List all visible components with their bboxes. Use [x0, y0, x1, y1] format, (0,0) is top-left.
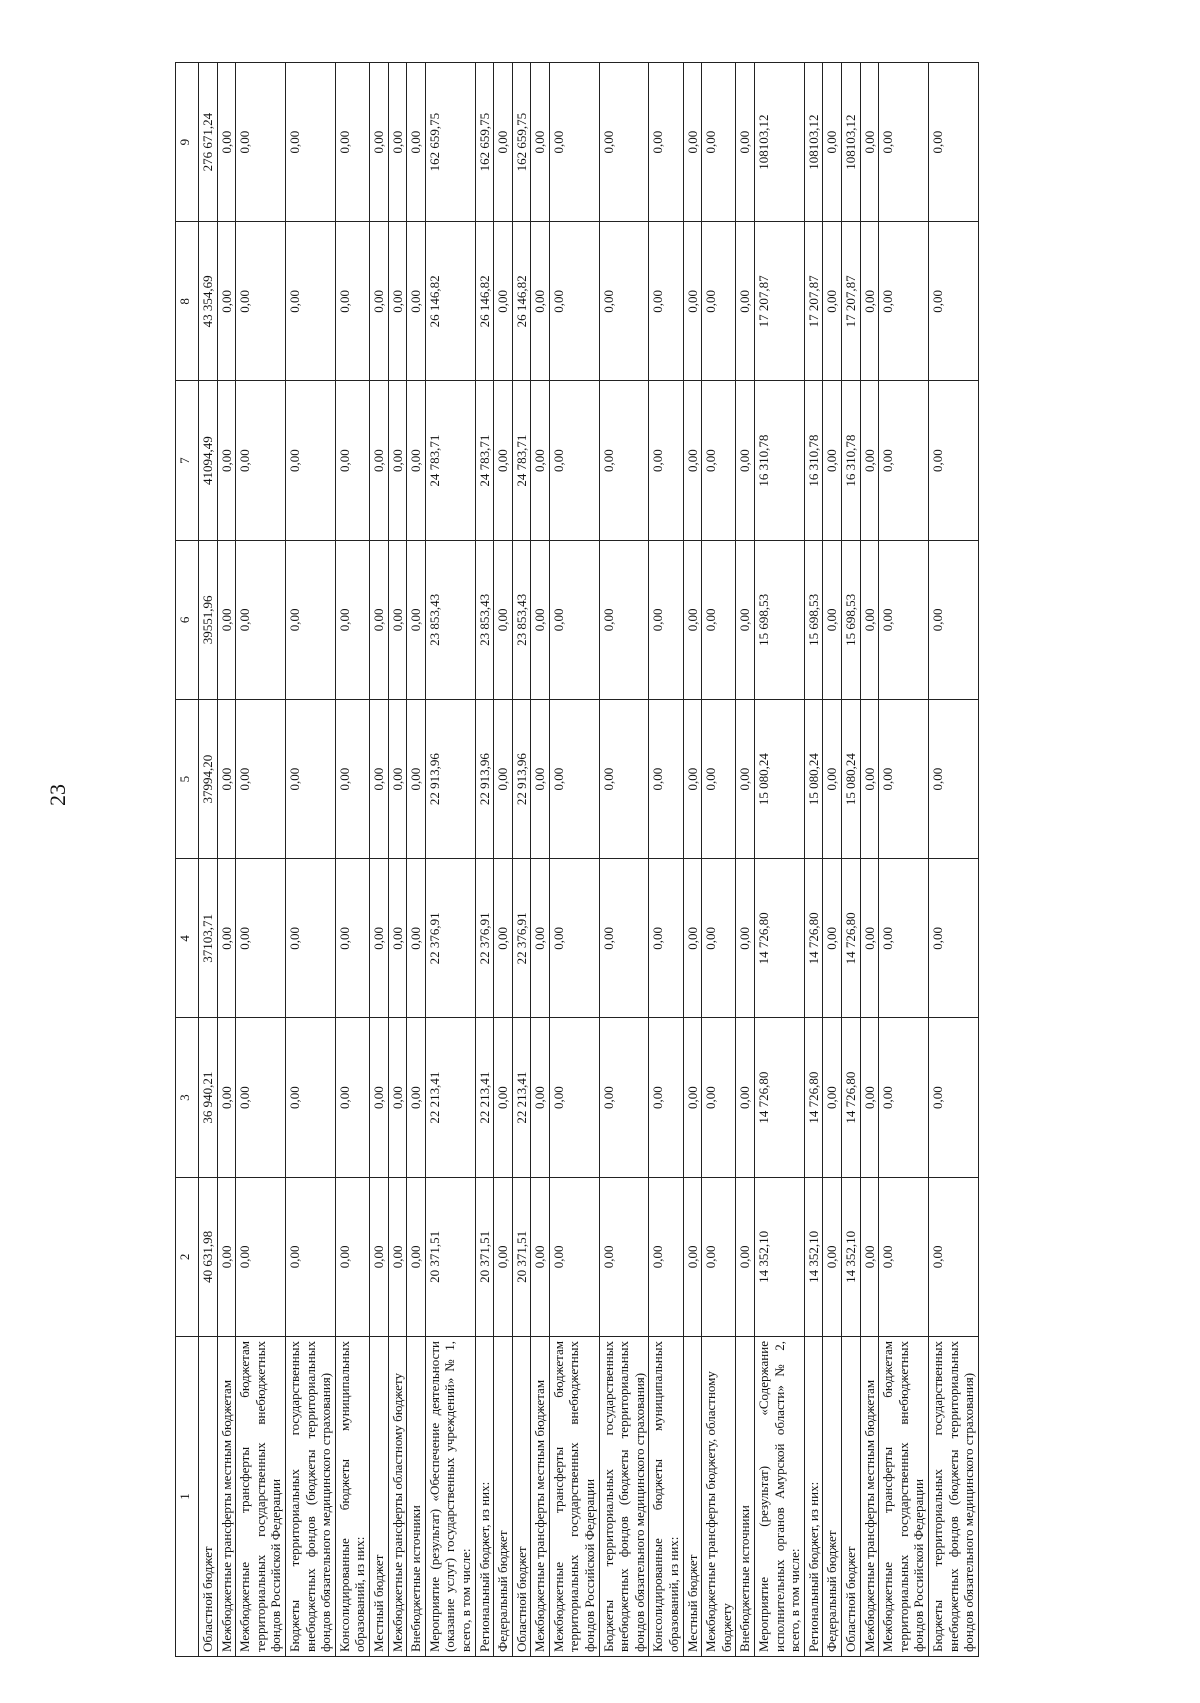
- value-cell: 0,00: [494, 540, 513, 699]
- table-row: [236, 63, 286, 1657]
- value-cell: 22 376,91: [425, 859, 475, 1018]
- value-cell: 0,00: [860, 540, 879, 699]
- value-cell: 0,00: [683, 381, 702, 540]
- row-label: Консолидированные бюджеты муниципальных образований, из них:: [649, 1337, 683, 1657]
- table-row: [335, 63, 369, 1657]
- value-cell: 0,00: [702, 1018, 736, 1177]
- value-cell: 0,00: [335, 1018, 369, 1177]
- value-cell: 22 213,41: [425, 1018, 475, 1177]
- value-cell: 0,00: [879, 1177, 929, 1336]
- value-cell: 0,00: [494, 1177, 513, 1336]
- value-cell: 0,00: [649, 381, 683, 540]
- value-cell: 0,00: [649, 63, 683, 222]
- value-cell: 0,00: [702, 859, 736, 1018]
- table-row: [512, 63, 531, 1657]
- table-row: [736, 63, 755, 1657]
- value-cell: 0,00: [549, 1177, 599, 1336]
- header-cell-2: 2: [176, 1177, 199, 1336]
- page-number: 23: [45, 784, 70, 806]
- value-cell: 0,00: [649, 859, 683, 1018]
- value-cell: 0,00: [823, 381, 842, 540]
- table-header: [176, 63, 199, 1657]
- value-cell: 0,00: [285, 63, 335, 222]
- value-cell: 0,00: [702, 700, 736, 859]
- value-cell: 0,00: [599, 1018, 649, 1177]
- value-cell: 0,00: [928, 540, 978, 699]
- value-cell: 0,00: [407, 63, 426, 222]
- header-cell-5: 5: [176, 700, 199, 859]
- value-cell: 0,00: [928, 1177, 978, 1336]
- value-cell: 0,00: [599, 540, 649, 699]
- budget-table: [175, 62, 979, 1657]
- value-cell: 0,00: [928, 700, 978, 859]
- value-cell: 36 940,21: [199, 1018, 218, 1177]
- value-cell: 0,00: [388, 540, 407, 699]
- value-cell: 0,00: [388, 859, 407, 1018]
- value-cell: 0,00: [236, 63, 286, 222]
- value-cell: 162 659,75: [425, 63, 475, 222]
- value-cell: 276 671,24: [199, 63, 218, 222]
- value-cell: 0,00: [285, 1177, 335, 1336]
- value-cell: 0,00: [702, 63, 736, 222]
- value-cell: 0,00: [285, 700, 335, 859]
- budget-table-container: [175, 62, 1200, 1657]
- value-cell: 0,00: [388, 1018, 407, 1177]
- value-cell: 0,00: [599, 859, 649, 1018]
- header-cell-1: 1: [176, 1337, 199, 1657]
- row-label: Бюджеты территориальных государственных внебюджетных фондов (бюджеты территориальных фондов обязательного медицинского страхования): [285, 1337, 335, 1657]
- value-cell: 0,00: [335, 700, 369, 859]
- value-cell: 14 726,80: [841, 859, 860, 1018]
- value-cell: 0,00: [531, 540, 550, 699]
- value-cell: 0,00: [823, 540, 842, 699]
- value-cell: 162 659,75: [475, 63, 494, 222]
- table-row: [475, 63, 494, 1657]
- value-cell: 0,00: [217, 540, 236, 699]
- value-cell: 0,00: [494, 700, 513, 859]
- row-label: Бюджеты территориальных государственных внебюджетных фондов (бюджеты территориальных фондов обязательного медицинского страхования): [928, 1337, 978, 1657]
- value-cell: 0,00: [531, 1177, 550, 1336]
- value-cell: 16 310,78: [804, 381, 823, 540]
- value-cell: 0,00: [285, 540, 335, 699]
- value-cell: 0,00: [549, 381, 599, 540]
- value-cell: 22 913,96: [475, 700, 494, 859]
- value-cell: 0,00: [369, 381, 388, 540]
- value-cell: 0,00: [369, 1018, 388, 1177]
- value-cell: 0,00: [879, 700, 929, 859]
- value-cell: 22 376,91: [512, 859, 531, 1018]
- row-label: Мероприятие (результат) «Обеспечение деятельности (оказание услуг) государственных учреждений» № 1, всего, в том числе:: [425, 1337, 475, 1657]
- value-cell: 0,00: [388, 63, 407, 222]
- value-cell: 41094,49: [199, 381, 218, 540]
- value-cell: 22 913,96: [512, 700, 531, 859]
- value-cell: 0,00: [549, 859, 599, 1018]
- value-cell: 0,00: [285, 859, 335, 1018]
- value-cell: 0,00: [285, 222, 335, 381]
- value-cell: 23 853,43: [475, 540, 494, 699]
- value-cell: 0,00: [388, 381, 407, 540]
- value-cell: 0,00: [928, 381, 978, 540]
- value-cell: 0,00: [599, 1177, 649, 1336]
- table-row: [549, 63, 599, 1657]
- value-cell: 0,00: [335, 1177, 369, 1336]
- row-label: Межбюджетные трансферты бюджетам территориальных государственных внебюджетных фондов Российской Федерации: [236, 1337, 286, 1657]
- value-cell: 0,00: [335, 222, 369, 381]
- value-cell: 0,00: [531, 700, 550, 859]
- value-cell: 0,00: [494, 381, 513, 540]
- value-cell: 16 310,78: [841, 381, 860, 540]
- table-row: [407, 63, 426, 1657]
- value-cell: 20 371,51: [512, 1177, 531, 1336]
- value-cell: 0,00: [217, 63, 236, 222]
- value-cell: 0,00: [335, 540, 369, 699]
- row-label: Областной бюджет: [199, 1337, 218, 1657]
- value-cell: 0,00: [683, 859, 702, 1018]
- value-cell: 0,00: [236, 381, 286, 540]
- header-row: [176, 63, 199, 1657]
- value-cell: 0,00: [236, 540, 286, 699]
- value-cell: 14 352,10: [841, 1177, 860, 1336]
- value-cell: 0,00: [236, 1018, 286, 1177]
- row-label: Межбюджетные трансферты местным бюджетам: [860, 1337, 879, 1657]
- value-cell: 0,00: [649, 1018, 683, 1177]
- value-cell: 0,00: [860, 381, 879, 540]
- header-cell-3: 3: [176, 1018, 199, 1177]
- row-label: Региональный бюджет, из них:: [804, 1337, 823, 1657]
- value-cell: 17 207,87: [804, 222, 823, 381]
- value-cell: 0,00: [549, 222, 599, 381]
- header-cell-4: 4: [176, 859, 199, 1018]
- value-cell: 0,00: [369, 63, 388, 222]
- row-label: Бюджеты территориальных государственных внебюджетных фондов (бюджеты территориальных фондов обязательного медицинского страхования): [599, 1337, 649, 1657]
- value-cell: 15 698,53: [804, 540, 823, 699]
- value-cell: 23 853,43: [512, 540, 531, 699]
- value-cell: 15 698,53: [841, 540, 860, 699]
- value-cell: 39551,96: [199, 540, 218, 699]
- header-cell-9: 9: [176, 63, 199, 222]
- value-cell: 0,00: [335, 381, 369, 540]
- value-cell: 40 631,98: [199, 1177, 218, 1336]
- value-cell: 17 207,87: [755, 222, 805, 381]
- value-cell: 16 310,78: [755, 381, 805, 540]
- value-cell: 0,00: [928, 63, 978, 222]
- value-cell: 0,00: [388, 700, 407, 859]
- value-cell: 0,00: [549, 700, 599, 859]
- value-cell: 0,00: [599, 700, 649, 859]
- value-cell: 0,00: [369, 1177, 388, 1336]
- value-cell: 0,00: [702, 540, 736, 699]
- table-row: [928, 63, 978, 1657]
- table-row: [841, 63, 860, 1657]
- value-cell: 0,00: [407, 222, 426, 381]
- value-cell: 0,00: [531, 859, 550, 1018]
- value-cell: 0,00: [599, 222, 649, 381]
- value-cell: 0,00: [335, 63, 369, 222]
- row-label: Межбюджетные трансферты местным бюджетам: [531, 1337, 550, 1657]
- value-cell: 26 146,82: [425, 222, 475, 381]
- value-cell: 108103,12: [804, 63, 823, 222]
- table-row: [285, 63, 335, 1657]
- value-cell: 0,00: [736, 63, 755, 222]
- value-cell: 37994,20: [199, 700, 218, 859]
- row-label: Федеральный бюджет: [823, 1337, 842, 1657]
- value-cell: 0,00: [879, 63, 929, 222]
- value-cell: 0,00: [683, 1177, 702, 1336]
- value-cell: 14 726,80: [755, 1018, 805, 1177]
- value-cell: 108103,12: [841, 63, 860, 222]
- value-cell: 0,00: [407, 1177, 426, 1336]
- table-body: [199, 63, 979, 1657]
- table-row: [531, 63, 550, 1657]
- value-cell: 0,00: [217, 1177, 236, 1336]
- value-cell: 0,00: [335, 859, 369, 1018]
- table-row: [199, 63, 218, 1657]
- row-label: Внебюджетные источники: [736, 1337, 755, 1657]
- value-cell: 0,00: [860, 859, 879, 1018]
- value-cell: 0,00: [407, 859, 426, 1018]
- table-row: [599, 63, 649, 1657]
- value-cell: 0,00: [683, 540, 702, 699]
- value-cell: 15 698,53: [755, 540, 805, 699]
- value-cell: 26 146,82: [475, 222, 494, 381]
- table-row: [860, 63, 879, 1657]
- value-cell: 0,00: [860, 63, 879, 222]
- value-cell: 0,00: [928, 859, 978, 1018]
- table-row: [823, 63, 842, 1657]
- value-cell: 0,00: [388, 1177, 407, 1336]
- value-cell: 0,00: [549, 63, 599, 222]
- value-cell: 0,00: [860, 222, 879, 381]
- value-cell: 0,00: [369, 700, 388, 859]
- value-cell: 0,00: [879, 381, 929, 540]
- header-cell-7: 7: [176, 381, 199, 540]
- value-cell: 0,00: [599, 381, 649, 540]
- value-cell: 0,00: [285, 1018, 335, 1177]
- value-cell: 15 080,24: [755, 700, 805, 859]
- value-cell: 0,00: [879, 1018, 929, 1177]
- row-label: Консолидированные бюджеты муниципальных образований, из них:: [335, 1337, 369, 1657]
- row-label: Областной бюджет: [512, 1337, 531, 1657]
- table-row: [879, 63, 929, 1657]
- value-cell: 0,00: [388, 222, 407, 381]
- table-row: [804, 63, 823, 1657]
- value-cell: 0,00: [217, 1018, 236, 1177]
- value-cell: 0,00: [549, 1018, 599, 1177]
- value-cell: 22 213,41: [475, 1018, 494, 1177]
- value-cell: 0,00: [407, 381, 426, 540]
- value-cell: 0,00: [531, 1018, 550, 1177]
- value-cell: 0,00: [683, 63, 702, 222]
- value-cell: 14 726,80: [841, 1018, 860, 1177]
- value-cell: 0,00: [683, 1018, 702, 1177]
- value-cell: 0,00: [879, 859, 929, 1018]
- value-cell: 0,00: [649, 540, 683, 699]
- table-row: [425, 63, 475, 1657]
- value-cell: 0,00: [407, 1018, 426, 1177]
- value-cell: 26 146,82: [512, 222, 531, 381]
- value-cell: 0,00: [369, 859, 388, 1018]
- value-cell: 14 726,80: [804, 1018, 823, 1177]
- value-cell: 0,00: [236, 222, 286, 381]
- value-cell: 22 913,96: [425, 700, 475, 859]
- value-cell: 0,00: [736, 1018, 755, 1177]
- value-cell: 24 783,71: [512, 381, 531, 540]
- value-cell: 0,00: [649, 1177, 683, 1336]
- value-cell: 0,00: [494, 1018, 513, 1177]
- row-label: Мероприятие (результат) «Содержание исполнительных органов Амурской области» № 2, всего, в том числе:: [755, 1337, 805, 1657]
- value-cell: 0,00: [683, 700, 702, 859]
- value-cell: 23 853,43: [425, 540, 475, 699]
- value-cell: 0,00: [236, 859, 286, 1018]
- value-cell: 0,00: [217, 222, 236, 381]
- row-label: Межбюджетные трансферты бюджету, областному бюджету: [702, 1337, 736, 1657]
- value-cell: 0,00: [217, 381, 236, 540]
- table-row: [388, 63, 407, 1657]
- value-cell: 0,00: [702, 1177, 736, 1336]
- value-cell: 0,00: [236, 1177, 286, 1336]
- value-cell: 0,00: [860, 1018, 879, 1177]
- value-cell: 22 213,41: [512, 1018, 531, 1177]
- value-cell: 0,00: [494, 859, 513, 1018]
- value-cell: 0,00: [928, 1018, 978, 1177]
- header-cell-8: 8: [176, 222, 199, 381]
- value-cell: 0,00: [531, 222, 550, 381]
- value-cell: 0,00: [879, 540, 929, 699]
- value-cell: 43 354,69: [199, 222, 218, 381]
- value-cell: 0,00: [531, 63, 550, 222]
- value-cell: 14 352,10: [804, 1177, 823, 1336]
- value-cell: 0,00: [494, 63, 513, 222]
- table-row: [755, 63, 805, 1657]
- value-cell: 0,00: [217, 859, 236, 1018]
- row-label: Межбюджетные трансферты бюджетам территориальных государственных внебюджетных фондов Российской Федерации: [549, 1337, 599, 1657]
- value-cell: 0,00: [407, 540, 426, 699]
- table-row: [649, 63, 683, 1657]
- value-cell: 108103,12: [755, 63, 805, 222]
- value-cell: 0,00: [217, 700, 236, 859]
- value-cell: 14 726,80: [755, 859, 805, 1018]
- row-label: Региональный бюджет, из них:: [475, 1337, 494, 1657]
- value-cell: 0,00: [702, 222, 736, 381]
- value-cell: 0,00: [285, 381, 335, 540]
- value-cell: 0,00: [531, 381, 550, 540]
- value-cell: 0,00: [649, 222, 683, 381]
- value-cell: 0,00: [860, 700, 879, 859]
- value-cell: 24 783,71: [425, 381, 475, 540]
- table-row: [683, 63, 702, 1657]
- value-cell: 0,00: [369, 222, 388, 381]
- value-cell: 22 376,91: [475, 859, 494, 1018]
- value-cell: 0,00: [736, 540, 755, 699]
- value-cell: 0,00: [736, 222, 755, 381]
- row-label: Областной бюджет: [841, 1337, 860, 1657]
- value-cell: 0,00: [702, 381, 736, 540]
- value-cell: 0,00: [649, 700, 683, 859]
- value-cell: 0,00: [736, 1177, 755, 1336]
- table-row: [702, 63, 736, 1657]
- value-cell: 0,00: [823, 859, 842, 1018]
- value-cell: 0,00: [407, 700, 426, 859]
- value-cell: 0,00: [683, 222, 702, 381]
- row-label: Федеральный бюджет: [494, 1337, 513, 1657]
- table-row: [494, 63, 513, 1657]
- value-cell: 14 352,10: [755, 1177, 805, 1336]
- value-cell: 0,00: [928, 222, 978, 381]
- value-cell: 0,00: [823, 700, 842, 859]
- value-cell: 0,00: [599, 63, 649, 222]
- value-cell: 0,00: [494, 222, 513, 381]
- table-row: [369, 63, 388, 1657]
- value-cell: 0,00: [823, 63, 842, 222]
- value-cell: 162 659,75: [512, 63, 531, 222]
- value-cell: 0,00: [369, 540, 388, 699]
- value-cell: 0,00: [236, 700, 286, 859]
- value-cell: 0,00: [823, 1018, 842, 1177]
- row-label: Местный бюджет: [683, 1337, 702, 1657]
- table-row: [217, 63, 236, 1657]
- value-cell: 0,00: [549, 540, 599, 699]
- value-cell: 0,00: [736, 859, 755, 1018]
- value-cell: 15 080,24: [841, 700, 860, 859]
- row-label: Межбюджетные трансферты местным бюджетам: [217, 1337, 236, 1657]
- value-cell: 0,00: [736, 381, 755, 540]
- row-label: Межбюджетные трансферты областному бюджету: [388, 1337, 407, 1657]
- value-cell: 0,00: [879, 222, 929, 381]
- value-cell: 17 207,87: [841, 222, 860, 381]
- header-cell-6: 6: [176, 540, 199, 699]
- value-cell: 20 371,51: [425, 1177, 475, 1336]
- row-label: Местный бюджет: [369, 1337, 388, 1657]
- value-cell: 0,00: [823, 222, 842, 381]
- value-cell: 0,00: [860, 1177, 879, 1336]
- value-cell: 14 726,80: [804, 859, 823, 1018]
- value-cell: 24 783,71: [475, 381, 494, 540]
- row-label: Межбюджетные трансферты бюджетам территориальных государственных внебюджетных фондов Российской Федерации: [879, 1337, 929, 1657]
- row-label: Внебюджетные источники: [407, 1337, 426, 1657]
- value-cell: 20 371,51: [475, 1177, 494, 1336]
- value-cell: 0,00: [736, 700, 755, 859]
- value-cell: 37103,71: [199, 859, 218, 1018]
- value-cell: 0,00: [823, 1177, 842, 1336]
- value-cell: 15 080,24: [804, 700, 823, 859]
